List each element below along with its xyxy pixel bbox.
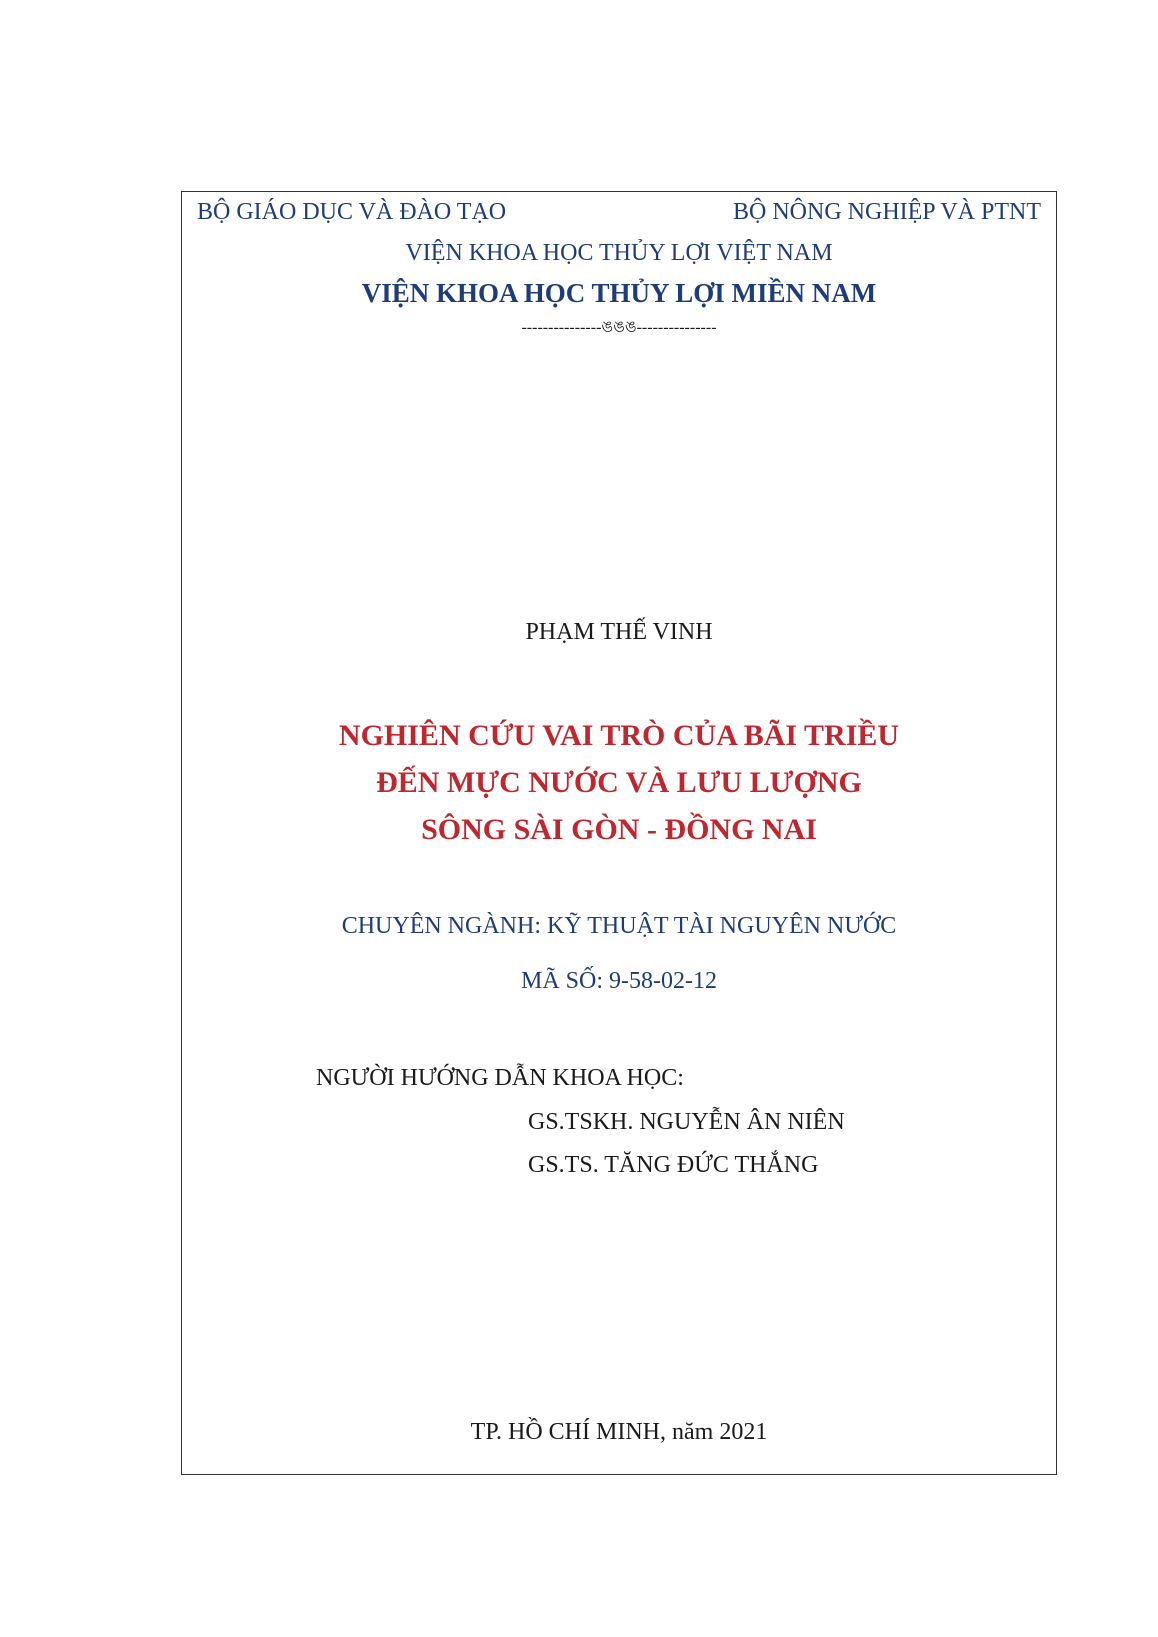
advisor-name-1: GS.TSKH. NGUYỄN ÂN NIÊN bbox=[528, 1109, 845, 1135]
place-and-year: TP. HỒ CHÍ MINH, năm 2021 bbox=[470, 1419, 768, 1445]
thesis-title-line-3: SÔNG SÀI GÒN - ĐỒNG NAI bbox=[421, 813, 817, 846]
thesis-title-line-2: ĐẾN MỰC NƯỚC VÀ LƯU LƯỢNG bbox=[376, 766, 862, 799]
thesis-title-line-1: NGHIÊN CỨU VAI TRÒ CỦA BÃI TRIỀU bbox=[338, 719, 900, 752]
author-name: PHẠM THẾ VINH bbox=[525, 619, 713, 645]
institute-parent: VIỆN KHOA HỌC THỦY LỢI VIỆT NAM bbox=[405, 240, 833, 266]
major-code: MÃ SỐ: 9-58-02-12 bbox=[521, 968, 717, 994]
major: CHUYÊN NGÀNH: KỸ THUẬT TÀI NGUYÊN NƯỚC bbox=[341, 913, 897, 939]
advisor-name-2: GS.TS. TĂNG ĐỨC THẮNG bbox=[528, 1152, 819, 1178]
cover-page-frame bbox=[181, 191, 1057, 1475]
institute-main: VIỆN KHOA HỌC THỦY LỢI MIỀN NAM bbox=[361, 278, 877, 308]
ornament-divider: ---------------ঙঙঙ--------------- bbox=[521, 319, 717, 336]
advisor-label: NGƯỜI HƯỚNG DẪN KHOA HỌC: bbox=[316, 1065, 684, 1091]
ministry-left: BỘ GIÁO DỤC VÀ ĐÀO TẠO bbox=[197, 199, 507, 225]
ministry-right: BỘ NÔNG NGHIỆP VÀ PTNT bbox=[732, 199, 1041, 225]
